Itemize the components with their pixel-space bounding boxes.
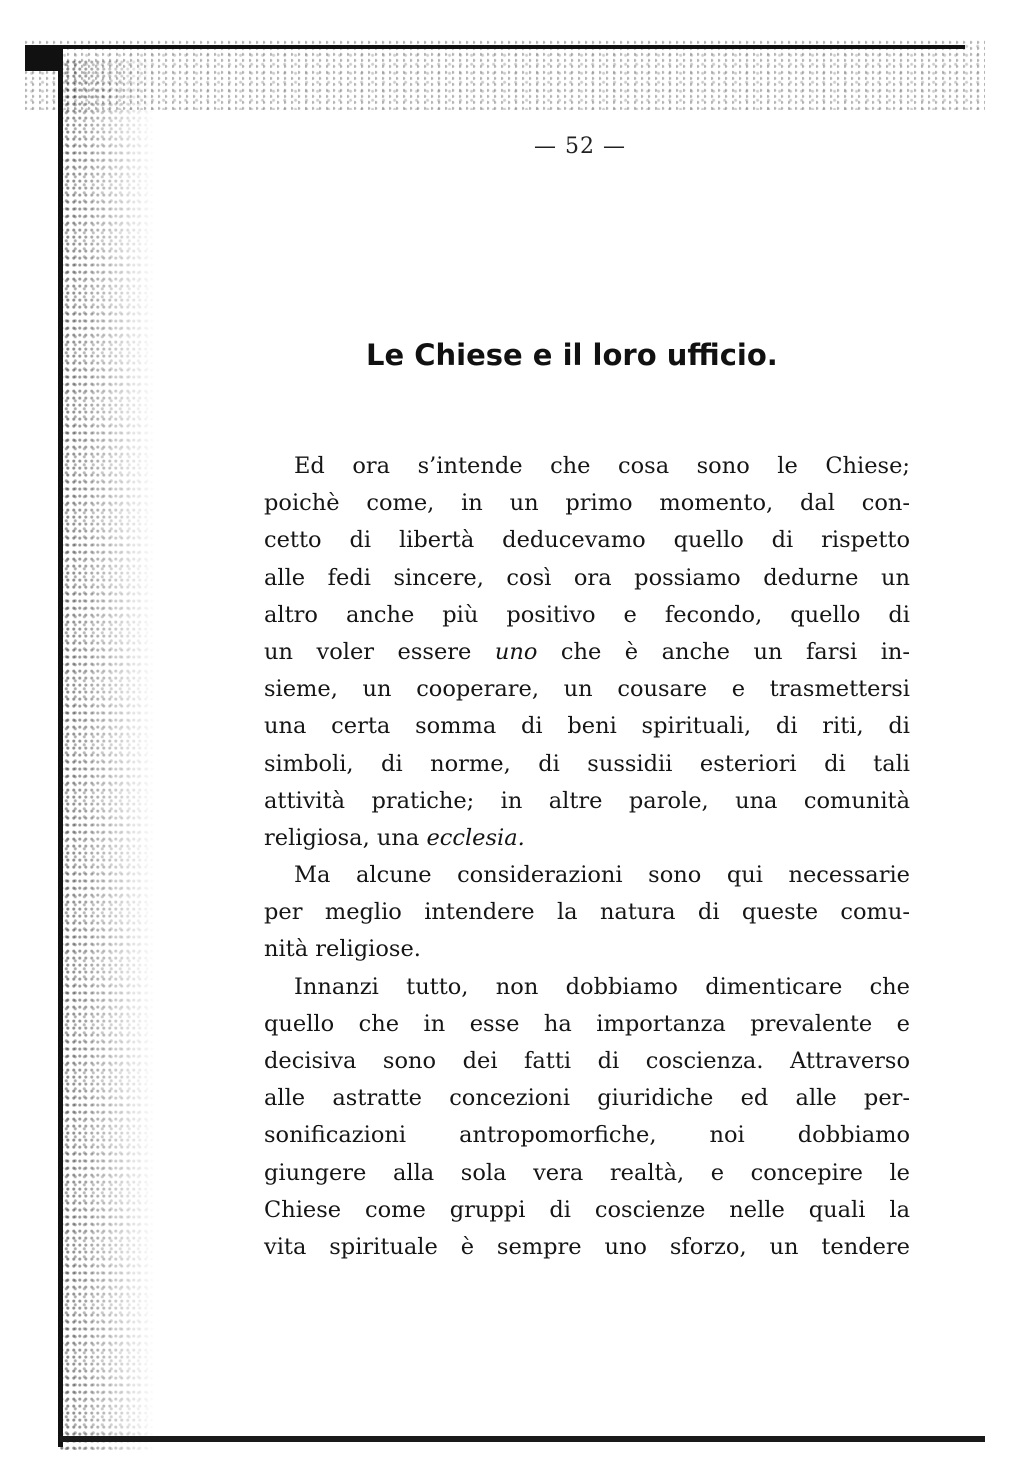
- text-line: nità religiose.: [264, 936, 421, 963]
- text-line: Ma alcune considerazioni sono qui necessarie: [294, 862, 910, 889]
- emphasis-uno: uno: [494, 638, 538, 665]
- text-line: poichè come, in un primo momento, dal con-: [264, 490, 910, 517]
- text-line: Ed ora s’intende che cosa sono le Chiese;: [294, 453, 910, 479]
- text-line: decisiva sono dei fatti di coscienza. Attraverso: [264, 1048, 910, 1074]
- text-line: alle fedi sincere, così ora possiamo dedurne un: [264, 564, 910, 591]
- emphasis-ecclesia: ecclesia.: [426, 824, 525, 851]
- scan-noise-left: [60, 60, 155, 1450]
- text-line: Chiese come gruppi di coscienze nelle quali la: [264, 1196, 910, 1223]
- text-line: simboli, di norme, di sussidii esteriori di tali: [264, 750, 910, 777]
- chapter-title: Le Chiese e il loro ufficio.: [366, 338, 778, 372]
- text-line: sonificazioni antropomorfiche, noi dobbiamo: [264, 1122, 910, 1149]
- text-line: altro anche più positivo e fecondo, quello di: [264, 601, 910, 628]
- text-line: cetto di libertà deducevamo quello di rispetto: [264, 527, 910, 554]
- text-line: per meglio intendere la natura di queste comu-: [264, 899, 910, 926]
- scan-edge-left: [58, 62, 63, 1447]
- text-line: attività pratiche; in altre parole, una comunità: [264, 787, 910, 814]
- page-number: — 52 —: [534, 134, 626, 159]
- text-line: una certa somma di beni spirituali, di riti, di: [264, 713, 910, 740]
- text-line: quello che in esse ha importanza prevalente e: [264, 1010, 910, 1037]
- scan-edge-bottom: [60, 1436, 985, 1442]
- scan-noise-top: [25, 40, 985, 110]
- text-line: religiosa, una ecclesia.: [264, 824, 525, 851]
- text-line: alle astratte concezioni giuridiche ed alle per-: [264, 1085, 910, 1112]
- body-text: [264, 448, 910, 1266]
- text-line: giungere alla sola vera realtà, e concepire le: [264, 1159, 910, 1186]
- text-line: sieme, un cooperare, un cousare e trasmettersi: [264, 676, 910, 703]
- text-line: vita spirituale è sempre uno sforzo, un tendere: [264, 1233, 910, 1260]
- text-line: Innanzi tutto, non dobbiamo dimenticare che: [294, 973, 910, 1000]
- scan-edge-top: [25, 45, 965, 49]
- text-line: un voler essere uno che è anche un farsi in-: [264, 638, 910, 665]
